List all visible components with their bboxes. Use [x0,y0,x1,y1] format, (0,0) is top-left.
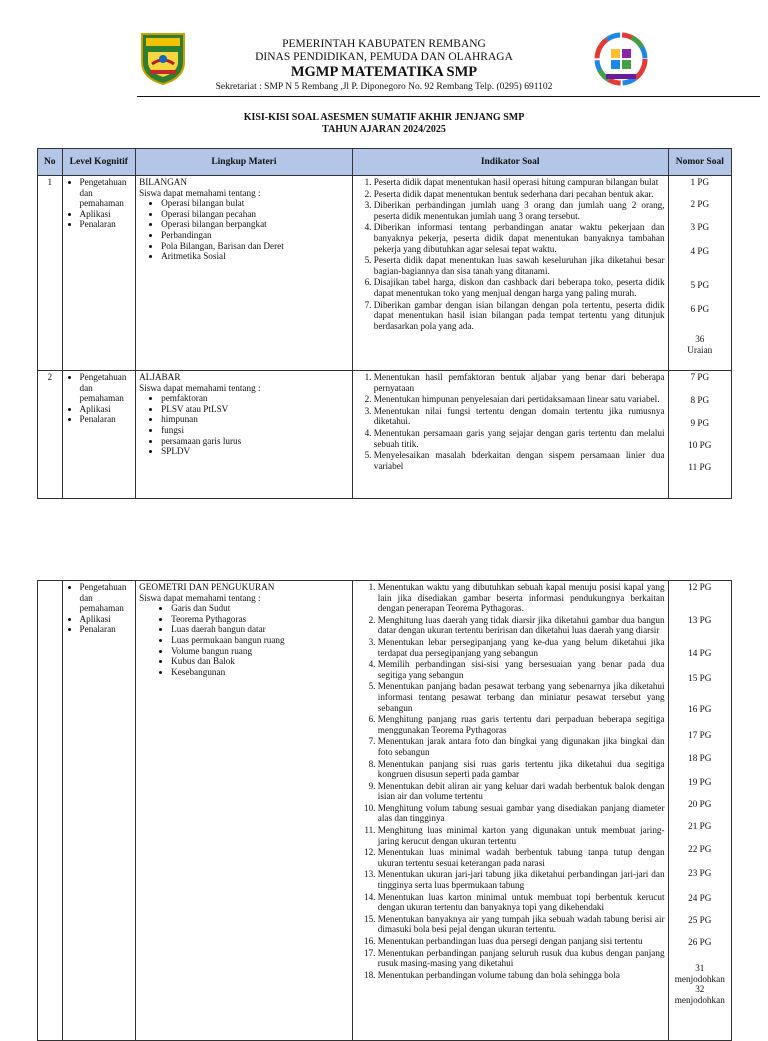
materi-item: • Operasi bilangan pecahan [161,209,349,220]
materi-item: • persamaan garis lurus [161,436,349,447]
nomor-item: 21 PG [688,821,712,831]
indikator-cell [352,371,668,499]
materi-item: • himpunan [161,414,349,425]
materi-item: • PLSV atau PtLSV [161,404,349,415]
nomor-item: menjodohkan [674,973,725,984]
nomor-item: 19 PG [688,777,712,787]
level-item: • Aplikasi [80,209,133,220]
materi-item: • Garis dan Sudut [171,603,349,614]
materi-item: • Kubus dan Balok [171,656,349,667]
indikator-item: 15. Menentukan banyaknya air yang tumpah jika sebuah wadah tabung berisi air dimasuki bola besi pejal dengan ukuran tertentu. [378,914,665,935]
materi-item: • Pola Bilangan, Barisan dan Deret [161,241,349,252]
nomor-cell [668,176,731,371]
letterhead-line-3: MGMP MATEMATIKA SMP [290,64,478,80]
materi-title: BILANGAN [139,177,188,187]
nomor-item: 5 PG [690,280,710,290]
materi-item: • Luas daerah bangun datar [171,624,349,635]
indikator-item: 2. Menghitung luas daerah yang tidak diarsir jika diketahui gambar dua bangun datar dengan ukuran tertentu beririsan dan diketahui luas daerah yang diarsir [378,615,665,636]
materi-title: GEOMETRI DAN PENGUKURAN [139,582,275,592]
letterhead [196,38,572,94]
indikator-item: 4. Menentukan persamaan garis yang sejajar dengan garis tertentu dan melalui sebuah titik. [374,428,665,449]
indikator-item: 3. Diberikan perbandingan jumlah uang 3 orang dan jumlah uang 2 orang, peserta didik menentukan jumlah uang 3 orang tersebut. [374,200,665,221]
level-item: • Pengetahuan dan pemahaman [80,582,133,614]
nomor-cell [668,371,731,499]
indikator-cell [352,176,668,371]
level-cell [62,371,136,499]
nomor-item: 20 PG [688,799,712,809]
indikator-item: 13. Menentukan ukuran jari-jari tabung jika diketahui perbandingan jari-jari dan tingginya serta luas bpermukaan tabung [378,869,665,890]
level-item: • Penalaran [80,624,133,635]
nomor-cell [668,581,731,1041]
indikator-item: 3. Menentukan lebar persegipanjang yang ke-dua yang belum diketahui jika terdapat dua persegipanjang yang sebangun [378,637,665,658]
nomor-item: Uraian [687,344,713,355]
nomor-item: 24 PG [688,893,712,903]
page-2 [0,575,768,1024]
nomor-item: 11 PG [688,462,712,472]
nomor-item: 31 [695,963,705,973]
header-divider [137,96,760,97]
nomor-item: 3 PG [690,222,710,232]
col-header-no: No [38,149,63,176]
indikator-item: 7. Diberikan gambar dengan isian bilangan dengan pola tertentu, peserta didik dapat menentukan hasil isian bilangan pada tempat tertentu yang ditunjuk berdasarkan pola yang ada. [374,300,665,332]
materi-title: ALJABAR [139,372,181,382]
nomor-item: 7 PG [690,372,710,382]
nomor-item: 1 PG [690,177,710,187]
nomor-item: 26 PG [688,937,712,947]
nomor-item: 22 PG [688,844,712,854]
nomor-item: 4 PG [690,246,710,256]
indikator-item: 16. Menentukan perbandingan luas dua persegi dengan panjang sisi tertentu [378,936,665,947]
materi-item: • Perbandingan [161,230,349,241]
materi-item: • SPLDV [161,446,349,457]
col-header-materi: Lingkup Materi [136,149,353,176]
nomor-item: 36 [695,334,705,344]
table-row [38,581,732,1041]
level-cell [62,581,136,1041]
indikator-item: 5. Menyelesaikan masalah bderkaitan dengan sispem persamaan linier dua variabel [374,450,665,471]
rembang-emblem-icon [140,32,186,86]
title-line-2: TAHUN AJARAN 2024/2025 [322,124,446,135]
materi-cell [136,581,353,1041]
level-item: • Pengetahuan dan pemahaman [80,177,133,209]
nomor-item: 2 PG [690,199,710,209]
kisi-kisi-table-continued [37,580,732,1041]
materi-item: • Luas permukaan bangun ruang [171,635,349,646]
indikator-item: 6. Disajikan tabel harga, diskon dan cashback dari beberapa toko, peserta didik dapat menentukan toko yang menjual dengan harga yang paling murah. [374,277,665,298]
level-item: • Penalaran [80,219,133,230]
row-no: 2 [38,371,63,499]
col-header-indikator: Indikator Soal [352,149,668,176]
materi-item: • pemfaktoran [161,393,349,404]
nomor-item: 23 PG [688,868,712,878]
table-row [38,371,732,499]
nomor-item: 17 PG [688,730,712,740]
nomor-item: 10 PG [688,440,712,450]
indikator-item: 14. Menentukan luas karton minimal untuk membuat topi berbentuk kerucut dengan ukuran tertentu dan banyaknya topi yang dikehendaki [378,892,665,913]
level-item: • Aplikasi [80,404,133,415]
col-header-nomor: Nomor Soal [668,149,731,176]
indikator-item: 6. Menghitung panjang ruas garis tertentu dari perpaduan beberapa segitiga menggunakan Teorema Pythagoras [378,714,665,735]
materi-item: • Volume bangun ruang [171,646,349,657]
materi-item: • Operasi bilangan berpangkat [161,219,349,230]
indikator-item: 2. Menentukan himpunan penyelesaian dari pertidaksamaan linear satu variabel. [374,394,665,405]
indikator-item: 10. Menghitung volum tabung sesuai gambar yang disediakan panjang diameter alas dan tingginya [378,803,665,824]
title-line-1: KISI-KISI SOAL ASESMEN SUMATIF AKHIR JENJANG SMP [243,112,525,123]
nomor-item: 6 PG [690,304,710,314]
indikator-item: 4. Diberikan informasi tentang perbandingan anatar waktu pekerjaan dan banyaknya pekerja, peserta didik dapat menentukan banyaknya tambahan pekerja yang dibutuhkan agar selesai tepat waktu. [374,222,665,254]
level-item: • Pengetahuan dan pemahaman [80,372,133,404]
page-1 [0,0,768,515]
letterhead-line-2: DINAS PENDIDIKAN, PEMUDA DAN OLAHRAGA [255,51,513,63]
indikator-item: 5. Peserta didik dapat menentukan luas sawah keseluruhan jika diketahui besar bagian-bagiannya dan sisa tanah yang ditanami. [374,255,665,276]
materi-item: • fungsi [161,425,349,436]
nomor-item: 25 PG [688,915,712,925]
letterhead-line-1: PEMERINTAH KABUPATEN REMBANG [282,38,486,50]
nomor-item: 8 PG [690,395,710,405]
materi-item: • Teorema Pythagoras [171,614,349,625]
indikator-item: 12. Menentukan luas minimal wadah berbentuk tabung tanpa tutup dengan ukuran tertentu sesuai keterangan pada narasi [378,847,665,868]
kisi-kisi-table [37,148,732,499]
indikator-item: 9. Menentukan debit aliran air yang keluar dari wadah berbentuk balok dengan isian air dan volume tertentu [378,781,665,802]
materi-intro: Siswa dapat memahami tentang : [139,187,261,198]
indikator-item: 5. Menentukan panjang badan pesawat terbang yang sebenarnya jika diketahui informasi tentang pesawat terbang dan miniatur pesawat tersebut yang sebangun [378,681,665,713]
indikator-item: 7. Menentukan jarak antara foto dan bingkai yang digunakan jika bingkai dan foto sebangun [378,736,665,757]
indikator-item: 11. Menghitung luas minimal karton yang digunakan untuk membuat jaring-jaring kerucut dengan ukuran tertentu [378,825,665,846]
page-break [0,515,768,575]
nomor-item: 13 PG [688,615,712,625]
nomor-item: 9 PG [690,418,710,428]
row-no [38,581,63,1041]
indikator-item: 17. Menentukan perbandingan panjang seluruh rusuk dua kubus dengan panjang rusuk masing-masing yang diketahui [378,948,665,969]
nomor-item: 32 [695,984,705,995]
nomor-item: 14 PG [688,648,712,658]
indikator-cell [352,581,668,1041]
indikator-item: 1. Menentukan hasil pemfaktoran bentuk aljabar yang benar dari beberapa pernyataan [374,372,665,393]
materi-cell [136,371,353,499]
materi-intro: Siswa dapat memahami tentang : [139,382,261,393]
materi-cell [136,176,353,371]
nomor-item: 18 PG [688,753,712,763]
level-cell [62,176,136,371]
indikator-item: 18. Menentukan perbandingan volume tabung dan bola sehingga bola [378,970,665,981]
document-title [150,112,618,136]
col-header-level: Level Kognitif [62,149,136,176]
indikator-item: 2. Peserta didik dapat menentukan bentuk sederhana dari pecahan bentuk akar. [374,189,665,200]
indikator-item: 1. Menentukan waktu yang dibutuhkan sebuah kapal menuju posisi kapal yang lain jika disediakan gambar beserta informasi pendukungnya berkaitan dengan penerapan Teorema Pythagoras. [378,582,665,614]
nomor-item: 16 PG [688,704,712,714]
indikator-item: 4. Memilih perbandingan sisi-sisi yang bersesuaian yang benar pada dua segitiga yang sebangun [378,659,665,680]
letterhead-address: Sekretariat : SMP N 5 Rembang ,Jl P. Diponegoro No. 92 Rembang Telp. (0295) 691102 [215,82,553,92]
indikator-item: 1. Peserta didik dapat menentukan hasil operasi hitung campuran bilangan bulat [374,177,665,188]
mgmp-logo-icon [592,30,650,88]
table-header-row [38,149,732,176]
nomor-item: menjodohkan [674,994,725,1005]
nomor-item: 12 PG [688,582,712,592]
materi-item: • Aritmetika Sosial [161,251,349,262]
indikator-item: 8. Menentukan panjang sisi ruas garis tertentu jika diketahui dua segitiga kongruen disusun seperti pada gambar [378,759,665,780]
nomor-item: 15 PG [688,673,712,683]
level-item: • Aplikasi [80,614,133,625]
materi-item: • Kesebangunan [171,667,349,678]
materi-intro: Siswa dapat memahami tentang : [139,592,261,603]
row-no: 1 [38,176,63,371]
indikator-item: 3. Menentukan nilai fungsi tertentu dengan domain tertentu jika rumusnya diketahui. [374,406,665,427]
level-item: • Penalaran [80,414,133,425]
materi-item: • Operasi bilangan bulat [161,198,349,209]
table-row [38,176,732,371]
